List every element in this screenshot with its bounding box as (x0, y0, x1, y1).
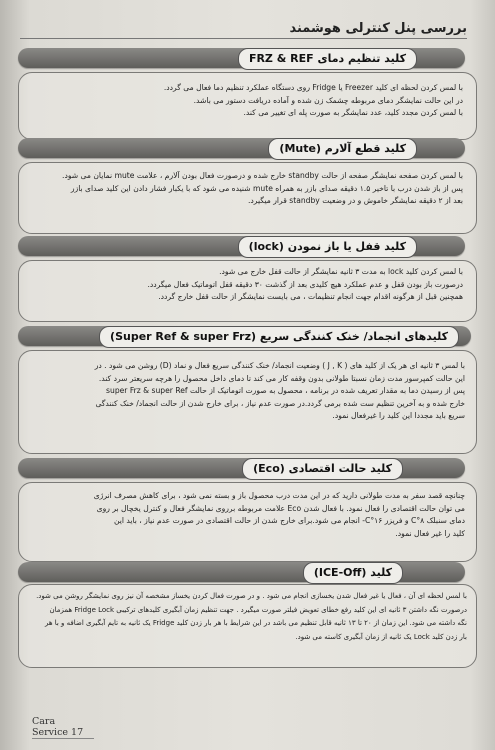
paragraph: پس از باز شدن درب با تاخیر ۱.۵ دقیقه صدای بازر به همراه mute شنیده می شود که با یکبار فشار دادن این کلید صدای بازر (70, 183, 463, 193)
section-body (28, 82, 463, 120)
section-body (22, 590, 467, 644)
paragraph: پس از رسیدن دما به مقدار تعریف شده در برنامه ، محصول به صورت اتوماتیک از حالت super Frz & super Ref (106, 386, 465, 395)
paragraph: با لمس ۳ ثانیه ای هر یک از کلید های ( J , K ) وضعیت انجماد/ خنک کنندگی سریع فعال و نماد (D) روشن می شود . در (94, 361, 465, 370)
paragraph: در این حالت نمایشگر دمای مربوطه چشمک زن شده و آماده دریافت دستور می باشد. (193, 95, 463, 105)
paragraph: بار زدن کلید Lock یک ثانیه از زمان آبگیری کاسته می شود. (295, 632, 467, 641)
paragraph: درصورت نگه داشتن ۳ ثانیه ای این کلید رفع خطای تعویض فیلتر صورت میگیرد . جهت تنظیم زمان آبگیری کلیدهای ترکیبی Fridge Lock همزمان (49, 605, 467, 614)
paragraph: نگه داشته می شود. این زمان از ۲۰ تا ۱۳ ثانیه قابل تنظیم می باشد در این شرایط با هر بار زدن کلید Fridge یک ثانیه به تایم آبگیری اضافه و با هر (44, 619, 467, 627)
paragraph: با لمس کردن کلید lock به مدت ۳ ثانیه نمایشگر از حالت قفل خارج می شود. (219, 267, 463, 276)
section-title-frz-ref: کلید تنظیم دمای FRZ & REF (238, 48, 417, 70)
section-body (26, 490, 465, 540)
section-title-super-ref-frz: کلیدهای انجماد/ خنک کنندگی سریع (Super Ref & super Frz) (99, 326, 459, 348)
paragraph: این حالت کمپرسور مدت زمان نسبتا طولانی بدون وقفه کار می کند تا دمای داخل محصول را هرچه سریعتر سرد کند. (98, 373, 465, 383)
section-title-ice-off: کلید (ICE-Off) (303, 562, 403, 584)
paragraph: دمای سنبلک ۸°C و فریزر ۱۶°C- انجام می شود.برای خارج شدن از حالت اقتصادی در صورت عدم نیاز ، باید این (113, 516, 465, 525)
paragraph: با لمس کردن مجدد کلید، عدد نمایشگر به صورت پله ای تغییر می کند. (243, 108, 463, 117)
paragraph: سریع باید مجددا این کلید را غیرفعال نمود. (332, 411, 465, 420)
paragraph: چنانچه قصد سفر به مدت طولانی دارید که در این مدت درب محصول باز و بسته نمی شود ، برای کاهش مصرف انرژی (93, 491, 465, 500)
section-body (28, 170, 463, 208)
section-title-lock: کلید قفل یا باز نمودن (lock) (238, 236, 417, 258)
section-title-mute: کلید قطع آلارم (Mute) (268, 138, 417, 160)
paragraph: با لمس کردن لحظه ای کلید Freezer یا Fridge روی دستگاه عملکرد تنظیم دما فعال می گردد. (163, 83, 463, 92)
paragraph: با لمس کردن صفحه نمایشگر صفحه از حالت standby خارج شده و درصورت فعال بودن آلارم ، علامت mute نمایان می شود. (62, 171, 463, 180)
paragraph: کلید را غیر فعال نمود. (395, 528, 465, 538)
paragraph: خارج شده و به آخرین تنظیم ست شده برمی گردد.در صورت عدم نیاز ، برای خارج شدن از حالت انجماد/ خنک کنندگی (95, 398, 465, 408)
paragraph: با لمس لحظه ای آن ، فعال یا غیر فعال شدن یخسازی انجام می شود . و در صورت فعال کردن یخساز مشخصه آن نیز روی نمایشگر روشن می شود. (36, 592, 467, 600)
page-footer: Cara Service 17 (32, 716, 94, 739)
paragraph: بعد از ۲ دقیقه نمایشگر خاموش و در وضعیت standby قرار میگیرد. (248, 196, 463, 205)
paragraph: همچنین قبل از هرگونه اقدام جهت انجام تنظیمات ، می بایست نمایشگر از حالت قفل خارج گردد. (158, 292, 463, 301)
section-body (26, 360, 465, 423)
paragraph: درصورت باز بودن قفل و عدم عملکرد هیچ کلیدی بعد از گذشت ۳۰ دقیقه قفل اتوماتیک فعال میگردد. (147, 279, 463, 289)
section-body (28, 266, 463, 304)
section-title-eco: کلید حالت اقتصادی (Eco) (242, 458, 403, 480)
page-title: بررسی پنل کنترلی هوشمند (20, 20, 467, 39)
paragraph: می توان حالت اقتصادی را فعال نمود. با فعال شدن Eco علامت مربوطه برروی نمایشگر فعال و کنترل یخچال بر روی (96, 503, 465, 513)
